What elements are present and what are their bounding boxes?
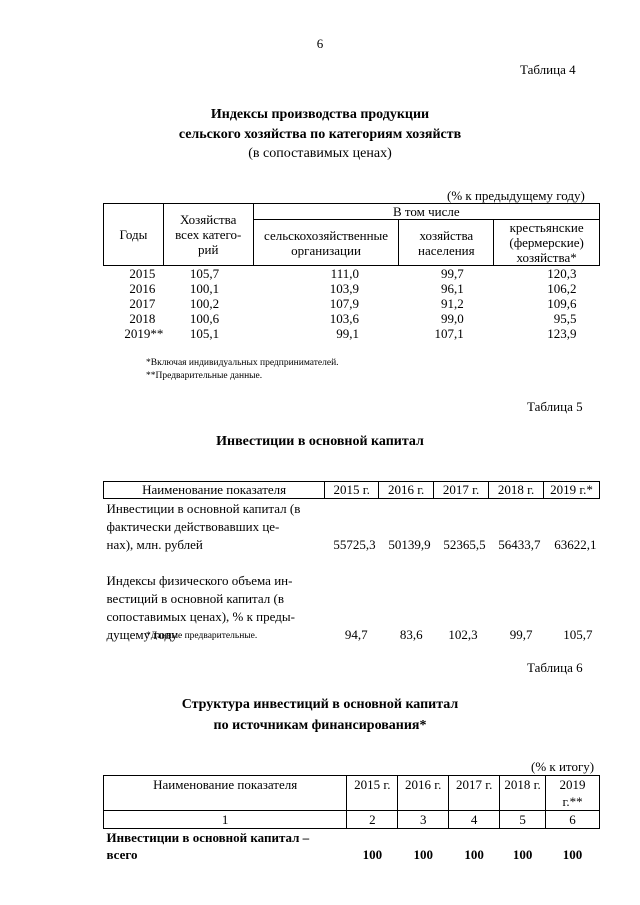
cell-org: 103,9 [329,281,359,296]
cell-hh: 96,1 [440,281,464,296]
header-farms-line: (фермерские) [509,235,584,250]
col-number: 2 [347,811,398,829]
cell-hh: 91,2 [440,296,464,311]
cell-farm: 106,2 [547,281,577,296]
row-name-line: всего [106,847,138,862]
header-all-line: всех катего- [175,227,242,242]
col-number: 5 [500,811,546,829]
cell-value: 63622,1 [554,537,597,552]
table4-unit: (% к предыдущему году) [447,188,585,203]
header-all-categories [163,204,253,266]
header-2015: 2015 г. [325,482,379,499]
row-name [104,499,325,555]
row-name-line: Инвестиции в основной капитал – [106,830,310,845]
header-2016: 2016 г. [379,482,434,499]
cell-value: 100 [512,847,533,862]
cell-year: 2017 [129,296,156,311]
header-indicator: Наименование показателя [104,482,325,499]
header-farms [494,220,600,266]
col-number: 6 [546,811,600,829]
cell-value: 94,7 [344,627,368,642]
cell-all: 100,1 [189,281,220,296]
header-2018: 2018 г. [500,776,546,811]
table4-note-1: *Включая индивидуальных предпринимателей. [146,358,339,368]
table5-note: *Данные предварительные. [146,631,258,641]
header-all-line: Хозяйства [180,212,237,227]
table-row [104,266,600,282]
cell-value: 52365,5 [443,537,486,552]
table6-title-line2: по источникам финансирования* [213,718,427,733]
row-name-line: дущему году [106,627,178,642]
table4-label: Таблица 4 [520,62,576,77]
row-name-line: сопоставимых ценах), % к преды- [106,609,295,624]
cell-farm: 95,5 [553,311,577,326]
table4 [103,203,600,341]
header-agri-org [253,220,399,266]
cell-value: 56433,7 [498,537,541,552]
cell-value: 50139,9 [388,537,431,552]
table6-unit: (% к итогу) [531,759,595,774]
cell-value: 105,7 [563,627,593,642]
table-row [104,281,600,296]
cell-org: 111,0 [330,266,359,281]
cell-value: 102,3 [448,627,478,642]
cell-year: 2016 [129,281,156,296]
page-number: 6 [316,36,324,51]
header-all-line: рий [198,242,219,257]
cell-hh: 99,7 [440,266,464,281]
cell-all: 100,6 [189,311,220,326]
header-2015: 2015 г. [347,776,398,811]
cell-org: 99,1 [336,326,359,341]
cell-all: 105,1 [189,326,220,341]
cell-all: 100,2 [189,296,220,311]
table5 [103,481,600,644]
cell-hh: 99,0 [440,311,464,326]
cell-org: 103,6 [329,311,359,326]
header-2016: 2016 г. [398,776,449,811]
header-farms-line: крестьянские [509,220,584,235]
col-number: 3 [398,811,449,829]
header-households-line: хозяйства [419,227,474,243]
header-including: В том числе [253,204,599,220]
row-name [104,829,347,864]
table-row [104,296,600,311]
header-2017: 2017 г. [434,482,489,499]
row-name-line: фактически действовавших це- [106,519,280,534]
cell-value: 99,7 [509,627,533,642]
cell-hh: 107,1 [434,326,464,341]
cell-value: 55725,3 [333,537,376,552]
cell-year: 2015 [129,266,156,281]
cell-value: 100 [362,847,383,862]
cell-year: 2018 [129,311,156,326]
header-households [399,220,494,266]
header-indicator: Наименование показателя [104,776,347,811]
table4-title-line2: сельского хозяйства по категориям хозяйств [178,127,462,142]
table-row [104,829,600,864]
header-2019: 2019 г.** [546,776,600,811]
header-farms-line: хозяйства* [516,250,577,265]
col-number: 1 [104,811,347,829]
table4-note-2: **Предварительные данные. [146,371,263,381]
cell-farm: 109,6 [547,296,577,311]
table-row [104,311,600,326]
header-years: Годы [104,204,164,266]
cell-org: 107,9 [329,296,359,311]
col-number: 4 [449,811,500,829]
header-agri-org-line: организации [291,242,361,258]
cell-farm: 123,9 [547,326,577,341]
cell-all: 105,7 [189,266,220,281]
cell-value: 100 [413,847,433,862]
cell-value: 100 [562,847,583,862]
header-2018: 2018 г. [489,482,544,499]
cell-value: 83,6 [399,627,423,642]
header-households-line: населения [418,242,475,258]
row-name-line: нах), млн. рублей [106,537,203,552]
table5-label: Таблица 5 [527,399,583,414]
row-name-line: Индексы физического объема ин- [106,573,293,588]
row-name-line: вестиций в основной капитал (в [106,591,284,606]
cell-value: 100 [464,847,484,862]
table-row [104,499,600,555]
table4-title-line1: Индексы производства продукции [210,107,430,122]
cell-farm: 120,3 [547,266,577,281]
row-name-line: Инвестиции в основной капитал (в [106,501,301,516]
table6-label: Таблица 6 [527,660,583,675]
cell-year: 2019** [124,326,164,341]
header-2019: 2019 г.* [544,482,600,499]
table4-subtitle: (в сопоставимых ценах) [248,146,392,161]
header-2017: 2017 г. [449,776,500,811]
header-agri-org-line: сельскохозяйственные [264,227,389,243]
table6 [103,775,600,863]
table6-title-line1: Структура инвестиций в основной капитал [181,697,459,712]
table-row [104,326,600,341]
table5-title: Инвестиции в основной капитал [216,434,424,449]
